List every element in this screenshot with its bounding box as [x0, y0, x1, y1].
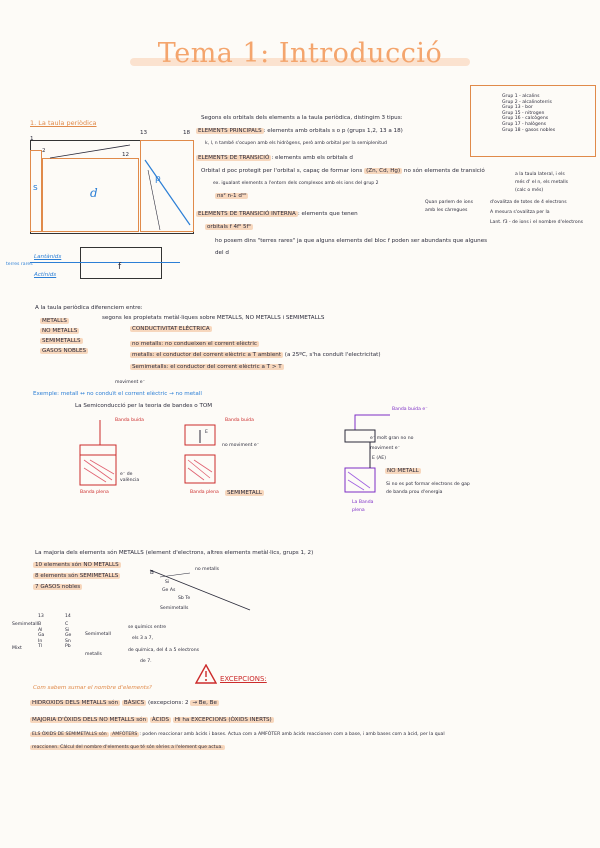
text-line: La majoria dels elements són METALLS (element d'electrons, altres elements metàl·lics, grups 1, 2)	[35, 550, 314, 556]
band-label: moviment e⁻	[370, 446, 401, 451]
text-line: se químics entre	[128, 625, 167, 630]
groups-list: Grup 1 - alcalins Grup 2 - alcalinoterris Grup 13 - bor Grup 15 - nitrogen Grup 16 - calcògens Grup 17 - halògens Grup 18 - gasos nobles	[502, 94, 556, 133]
nonmetal-count: 10 elements són NO METALLS	[35, 562, 119, 568]
section-heading: 1. La taula periòdica	[30, 119, 97, 127]
group-number: 14	[65, 614, 71, 619]
page-title: Tema 1: Introducció	[157, 38, 443, 69]
group-12-label: 12	[122, 152, 130, 158]
text-line: : elements amb els orbitals d	[271, 155, 353, 161]
band-label: Si no es pot formar electrons de gap	[386, 482, 470, 487]
band-label: Banda buida	[225, 418, 254, 423]
text-line: metalls	[85, 652, 102, 657]
warning-icon	[195, 664, 217, 684]
text-line: Semimetall	[12, 622, 38, 627]
group-13-label: 13	[140, 130, 148, 136]
text-line: Segons els orbitals dels elements a la taula periòdica, distingim 3 tipus:	[201, 115, 403, 121]
noble-gas-count: 7 GASOS nobles	[35, 584, 81, 590]
conductivity: CONDUCTIVITAT ELÈCTRICA	[132, 326, 210, 332]
side-note: d'ovalitza de totes de 4 electrons	[490, 200, 567, 205]
band-label: Banda buida e⁻	[392, 407, 428, 412]
text-line: ho posem dins "terres rares" ja que alguns elements del bloc f poden ser abundants que algunes	[215, 238, 488, 244]
band-label: E	[205, 430, 208, 435]
exceptions-heading: EXCEPCIONS:	[220, 675, 267, 683]
band-label: La Banda	[352, 500, 374, 505]
metal-conductivity: metalls: el conductor del corrent elèctric a T ambient	[132, 352, 282, 358]
text-line: de química, del 4 a 5 electrons	[128, 648, 199, 653]
actinides-label: Actínids	[34, 272, 57, 278]
element-symbol: Ge As	[162, 588, 176, 593]
text-line: ex. igualant elements a l'entorn dels complexos amb els ions del grup 2	[213, 181, 379, 186]
inner-transition-elements: ELEMENTS DE TRANSICIÓ INTERNA	[198, 211, 296, 217]
text-line: k, l, n també s'ocupen amb els hidrògens, però amb orbital per la semiplenitud	[205, 141, 387, 146]
example-line: Exemple: metall ↔ no conduït el corrent elèctric → no metall	[33, 391, 202, 397]
side-note: a la taula lateral, i els	[515, 172, 565, 177]
band-label: Banda buida	[115, 418, 144, 423]
table-diagonals	[30, 130, 200, 240]
nonmetal-label: NO METALL	[387, 468, 419, 474]
element-symbol: Sb Te	[178, 596, 191, 601]
f-orbitals: orbitals f 4f⁰ 5f⁰	[207, 224, 251, 230]
p-block-label: p	[155, 174, 161, 184]
group-13-column: B Al Ga In Tl	[38, 622, 45, 650]
classification-list: METALLS NO METALLS SEMIMETALLS GASOS NOBLES	[42, 318, 87, 354]
group-2-label: 2	[42, 148, 46, 154]
element-symbol: Si	[165, 580, 170, 585]
text-line: no metalls	[195, 567, 220, 572]
s-block-label: s	[33, 183, 38, 193]
annotation: moviment e⁻	[115, 380, 146, 385]
f-block-label: f	[118, 262, 122, 272]
text-line: Semimetall	[85, 632, 111, 637]
text-line: : elements amb orbitals s o p (grups 1,2, 13 a 18)	[263, 128, 403, 134]
text-line: Semimetalls	[160, 606, 189, 611]
text-line: A la taula periòdica diferenciem entre:	[35, 305, 143, 311]
band-label: no moviment e⁻	[222, 443, 260, 448]
text-line: Mixt	[12, 646, 22, 651]
band-label: Banda plena	[80, 490, 109, 495]
text-line: els 3 a 7,	[132, 636, 153, 641]
band-label: de banda prou d'energia	[386, 490, 443, 495]
text-line: La Semiconducció per la teoria de bandes o TOM	[75, 403, 213, 409]
band-diagrams	[70, 410, 490, 520]
text-line: Orbital d poc protegit per l'orbital s, capaç de formar ions	[201, 168, 363, 174]
band-label: e⁻ de	[120, 472, 133, 477]
text-line: de 7.	[140, 659, 152, 664]
group-18-label: 18	[183, 130, 191, 136]
semimetal-count: 8 elements són SEMIMETALLS	[35, 573, 119, 579]
band-label: valència	[120, 478, 140, 483]
rare-earths-label: terres rares	[6, 262, 33, 267]
config-note: ns² n-1 d¹⁰	[217, 193, 247, 199]
zn-cd-hg: (Zn, Cd, Hg)	[366, 168, 401, 174]
principal-elements: ELEMENTS PRINCIPALS	[198, 128, 262, 134]
text-line: no són elements de transició	[403, 168, 485, 174]
f-block-divider	[30, 262, 180, 263]
side-note: (calc o més)	[515, 188, 544, 193]
lanthanides-label: Lantànids	[34, 254, 62, 260]
group-14-column: C Si Ge Sn Pb	[65, 622, 72, 650]
band-label: e⁻ molt gran no no	[370, 436, 414, 441]
text-line: del d	[215, 250, 229, 256]
nonmetal-conductivity: no metalls: no condueixen el corrent elèctric	[132, 341, 257, 347]
side-note: amb les càrregues	[425, 208, 468, 213]
transition-elements: ELEMENTS DE TRANSICIÓ	[198, 155, 270, 161]
d-block-label: d	[90, 186, 98, 200]
f-block-sketch	[80, 247, 162, 279]
side-note: Quan parlem de ions	[425, 200, 473, 205]
question: Com sabem sumar el nombre d'elements?	[33, 685, 152, 691]
element-symbol: B	[150, 570, 154, 576]
semimetal-label: SEMIMETALL	[227, 490, 262, 496]
band-label: E (AE)	[372, 456, 386, 461]
text-line: : elements que tenen	[297, 211, 358, 217]
band-label: Banda plena	[190, 490, 219, 495]
side-note: Lant. f3 - de ions i el nombre d'electrons	[490, 220, 584, 225]
semimetal-conductivity: Semimetalls: el conductor del corrent elèctric a T > T	[132, 364, 282, 370]
side-note: A mesura s'ovalitza per la	[490, 210, 550, 215]
group-1-label: 1	[30, 136, 34, 142]
group-number: 13	[38, 614, 44, 619]
band-label: plena	[352, 508, 365, 513]
side-note: més d' el n, els metalls	[515, 180, 569, 185]
text-line: segons les propietats metàl·liques sobre METALLS, NO METALLS i SEMIMETALLS	[102, 315, 325, 321]
